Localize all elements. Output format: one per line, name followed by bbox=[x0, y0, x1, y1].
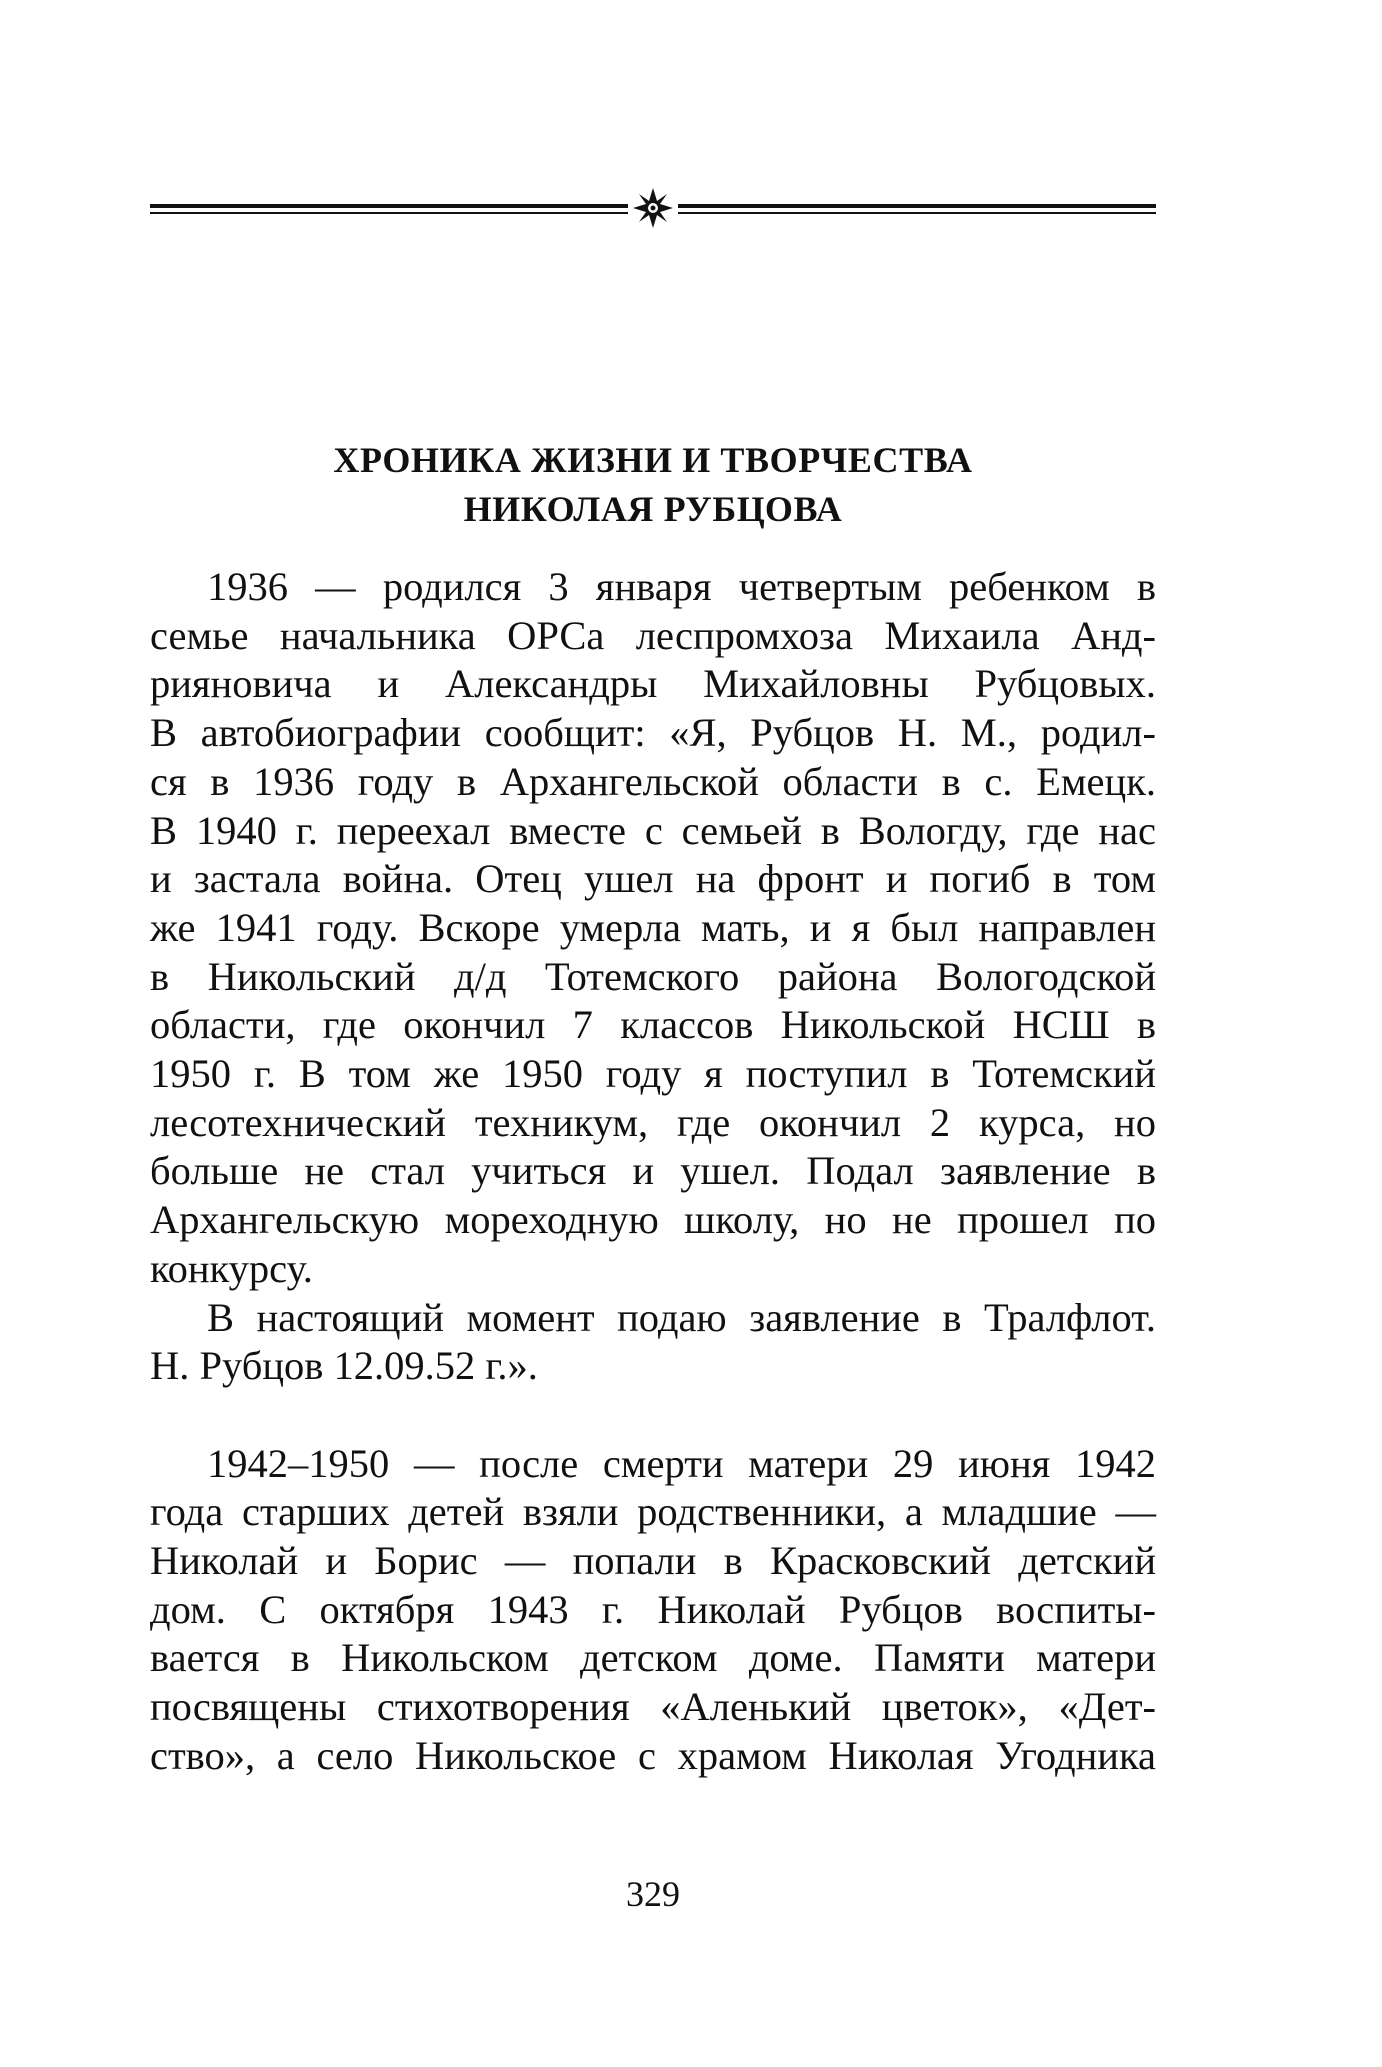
paragraph-1942-1950 bbox=[150, 1440, 1156, 1781]
text-line: ство», а село Никольское с храмом Николая Угодника bbox=[150, 1732, 1156, 1778]
text-line: и застала война. Отец ушел на фронт и погиб в том bbox=[150, 856, 1156, 902]
text-line: семье начальника ОРСа леспромхоза Михаила Анд- bbox=[150, 612, 1156, 658]
paragraph-gap bbox=[150, 1391, 1156, 1440]
text-line: В автобиографии сообщит: «Я, Рубцов Н. М., родил- bbox=[150, 710, 1156, 756]
text-line: дом. С октября 1943 г. Николай Рубцов воспиты- bbox=[150, 1586, 1156, 1632]
body-text bbox=[150, 563, 1156, 1781]
text-line: В настоящий момент подаю заявление в Тралфлот. bbox=[207, 1294, 1156, 1340]
text-line: посвящены стихотворения «Аленький цветок», «Дет- bbox=[150, 1684, 1156, 1730]
text-line: года старших детей взяли родственники, а младшие — bbox=[150, 1489, 1156, 1535]
text-line: же 1941 году. Вскоре умерла мать, и я был направлен bbox=[150, 904, 1156, 950]
text-line: конкурсу. bbox=[150, 1245, 313, 1291]
chapter-title bbox=[150, 436, 1156, 534]
rule-left-bottom bbox=[150, 212, 628, 214]
text-line: больше не стал учиться и ушел. Подал заявление в bbox=[150, 1148, 1156, 1194]
text-line: Н. Рубцов 12.09.52 г.». bbox=[150, 1343, 538, 1389]
paragraph-1936 bbox=[150, 563, 1156, 1294]
rule-right-bottom bbox=[678, 212, 1156, 214]
text-line: В 1940 г. переехал вместе с семьей в Вологду, где нас bbox=[150, 807, 1156, 853]
chapter-title-line-2: НИКОЛАЯ РУБЦОВА bbox=[463, 489, 843, 529]
text-line: ся в 1936 году в Архангельской области в с. Емецк. bbox=[150, 758, 1156, 804]
rule-right-top bbox=[678, 204, 1156, 208]
text-line: лесотехнический техникум, где окончил 2 курса, но bbox=[150, 1099, 1156, 1145]
rule-left-top bbox=[150, 204, 628, 208]
ornamental-rule bbox=[150, 186, 1156, 230]
text-line: 1936 — родился 3 января четвертым ребенком в bbox=[207, 564, 1156, 609]
chapter-title-line-1: ХРОНИКА ЖИЗНИ И ТВОРЧЕСТВА bbox=[333, 440, 973, 480]
paragraph-signature bbox=[150, 1294, 1156, 1391]
text-line: рияновича и Александры Михайловны Рубцовых. bbox=[150, 661, 1156, 707]
text-line: в Никольский д/д Тотемского района Вологодской bbox=[150, 953, 1156, 999]
text-line: Архангельскую мореходную школу, но не прошел по bbox=[150, 1197, 1156, 1243]
page-number: 329 bbox=[626, 1874, 680, 1914]
eight-point-star-icon bbox=[633, 188, 673, 228]
text-line: Николай и Борис — попали в Красковский детский bbox=[150, 1538, 1156, 1584]
ornamental-rule-graphic bbox=[150, 186, 1156, 230]
text-line: вается в Никольском детском доме. Памяти матери bbox=[150, 1635, 1156, 1681]
text-line: области, где окончил 7 классов Никольской НСШ в bbox=[150, 1002, 1156, 1048]
text-line: 1942–1950 — после смерти матери 29 июня 1942 bbox=[207, 1440, 1156, 1486]
text-line: 1950 г. В том же 1950 году я поступил в Тотемский bbox=[150, 1051, 1156, 1097]
